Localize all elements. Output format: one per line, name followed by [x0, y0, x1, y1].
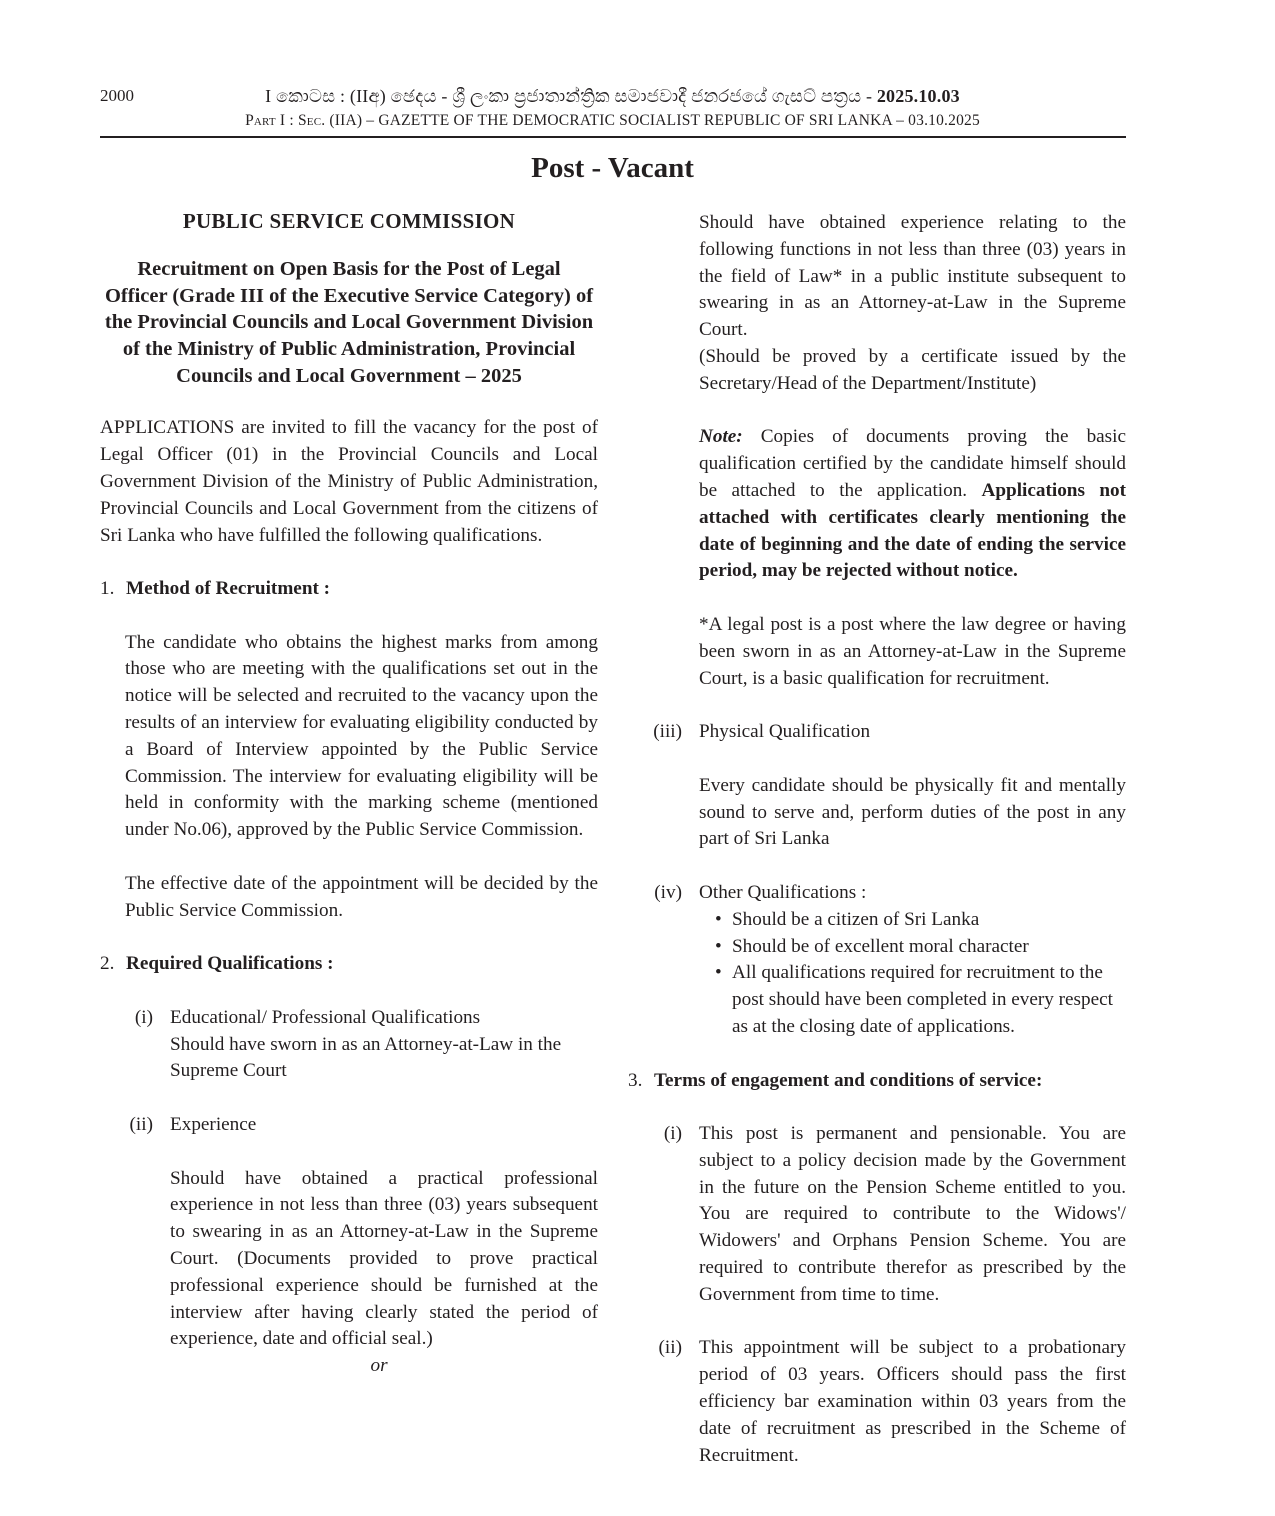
other-qualifications-list: [699, 907, 1126, 1041]
section-3-heading: [628, 1068, 1126, 1095]
item-number: (ii): [658, 1337, 682, 1359]
qualification-ii: [100, 1112, 598, 1380]
item-text: Should have obtained a practical professional experience in not less than three (03) years subsequent to swearing in as an Attorney-at-Law in the Supreme Court. (Documents provided to prove practical professional experience should be furnished at the interview after having clearly stated the period of experience, date and official seal.): [170, 1167, 598, 1350]
header-sinhala-date: 2025.10.03: [876, 86, 960, 106]
header-part-number: I :: [279, 112, 298, 129]
item-title: Physical Qualification: [699, 721, 871, 743]
section-title: Terms of engagement and conditions of service:: [654, 1069, 1043, 1091]
commission-heading: PUBLIC SERVICE COMMISSION: [182, 209, 516, 233]
list-item: • All qualifications required for recruitment to the post should have been completed in every respect as at the closing date of applications.: [715, 962, 1113, 1037]
item-title: Educational/ Professional Qualifications: [170, 1006, 481, 1028]
header-sec-label: Sec.: [297, 112, 326, 129]
terms-i: [628, 1121, 1126, 1309]
item-text: This post is permanent and pensionable. You are subject to a policy decision made by the Government in the future on the Pension Scheme entitled to you. You are required to contribute to the Widows'/ Widowers' and Orphans Pension Scheme. You are required to contribute therefor as prescribed by the Government from time to time.: [699, 1123, 1126, 1305]
bullet-icon: •: [715, 908, 722, 930]
bullet-icon: •: [715, 935, 722, 957]
left-column: [100, 208, 598, 1380]
list-item: • Should be a citizen of Sri Lanka: [732, 907, 1126, 934]
page-title: Post - Vacant: [531, 152, 694, 184]
note-paragraph: [699, 424, 1126, 585]
page-number: 2000: [100, 86, 134, 105]
item-number: (iv): [654, 881, 682, 903]
header-gazette-title: (IIA) – GAZETTE OF THE DEMOCRATIC SOCIALIST REPUBLIC OF SRI LANKA – 03.10.2025: [325, 112, 980, 129]
item-number: (i): [663, 1123, 682, 1145]
section-2-heading: [100, 951, 598, 978]
header-part-label: Part: [245, 112, 276, 129]
method-paragraph: The candidate who obtains the highest marks from among those who are meeting with the qualifications set out in the notice will be selected and recruited to the vacancy upon the results of an interview for evaluating eligibility conducted by a Board of Interview appointed by the Public Service Commission. The interview for evaluating eligibility will be held in conformity with the marking scheme (mentioned under No.06), approved by the Public Service Commission.: [125, 631, 598, 841]
item-text: Every candidate should be physically fit and mentally sound to serve and, perform duties of the post in any part of Sri Lanka: [699, 774, 1126, 850]
item-text: Should have sworn in as an Attorney-at-Law in the Supreme Court: [170, 1033, 562, 1082]
section-1-heading: [100, 576, 598, 603]
item-title: Other Qualifications :: [699, 881, 867, 903]
section-number: 1.: [100, 578, 115, 600]
section-number: 2.: [100, 953, 115, 975]
bullet-icon: •: [715, 962, 722, 984]
experience-alternative: Should have obtained experience relating to the following functions in not less than three (03) years in the field of Law* in a public institute subsequent to swearing in as an Attorney-at-Law in the Supreme Court.: [699, 212, 1126, 341]
recruitment-title: Recruitment on Open Basis for the Post of Legal Officer (Grade III of the Executive Service Category) of the Provincial Councils and Local Government Division of the Ministry of Public Administration, Provincial Councils and Local Government – 2025: [104, 257, 594, 387]
right-column: [628, 210, 1126, 1469]
note-label: Note:: [699, 426, 743, 448]
qualification-iv: [628, 880, 1126, 1041]
qualification-i: [100, 1005, 598, 1085]
legal-post-footnote: *A legal post is a post where the law degree or having been sworn in as an Attorney-at-Law in the Supreme Court, is a basic qualification for recruitment.: [699, 613, 1126, 689]
experience-proof: (Should be proved by a certificate issued by the Secretary/Head of the Department/Institute): [699, 345, 1126, 394]
header-sinhala: [0, 86, 1225, 107]
effective-date-paragraph: The effective date of the appointment will be decided by the Public Service Commission.: [125, 872, 598, 921]
item-number: (iii): [653, 721, 682, 743]
header-divider: [100, 136, 1126, 138]
item-number: (ii): [129, 1114, 153, 1136]
intro-paragraph: APPLICATIONS are invited to fill the vacancy for the post of Legal Officer (01) in the Provincial Councils and Local Government Division of the Ministry of Public Administration, Provincial Councils and Local Government from the citizens of Sri Lanka who have fulfilled the following qualifications.: [100, 417, 598, 546]
section-title: Required Qualifications :: [126, 953, 334, 975]
section-number: 3.: [628, 1069, 643, 1091]
header-english: [0, 112, 1225, 130]
item-text: This appointment will be subject to a probationary period of 03 years. Officers should pass the first efficiency bar examination within 03 years from the date of recruitment as prescribed in the Scheme of Recruitment.: [699, 1337, 1126, 1466]
list-item: • Should be of excellent moral character: [732, 934, 1126, 961]
note-warning: Applications not attached with certificates clearly mentioning the date of beginning and the date of ending the service period, may be rejected without notice.: [699, 479, 1127, 582]
header-sinhala-text: I කොටස : (IIඅ) ඡෙදය - ශ්‍රී ලංකා ප්‍රජාතාන්ත්‍රික සමාජවාදී ජනරජයේ ගැසට් පත්‍රය -: [265, 86, 877, 106]
note-text: Copies of documents proving the basic qualification certified by the candidate himself should be attached to the application.: [699, 426, 1126, 501]
qualification-iii: [628, 719, 1126, 853]
item-number: (i): [134, 1006, 153, 1028]
or-separator: or: [370, 1355, 388, 1377]
terms-ii: [628, 1335, 1126, 1469]
item-title: Experience: [170, 1114, 257, 1136]
section-title: Method of Recruitment :: [126, 578, 331, 600]
